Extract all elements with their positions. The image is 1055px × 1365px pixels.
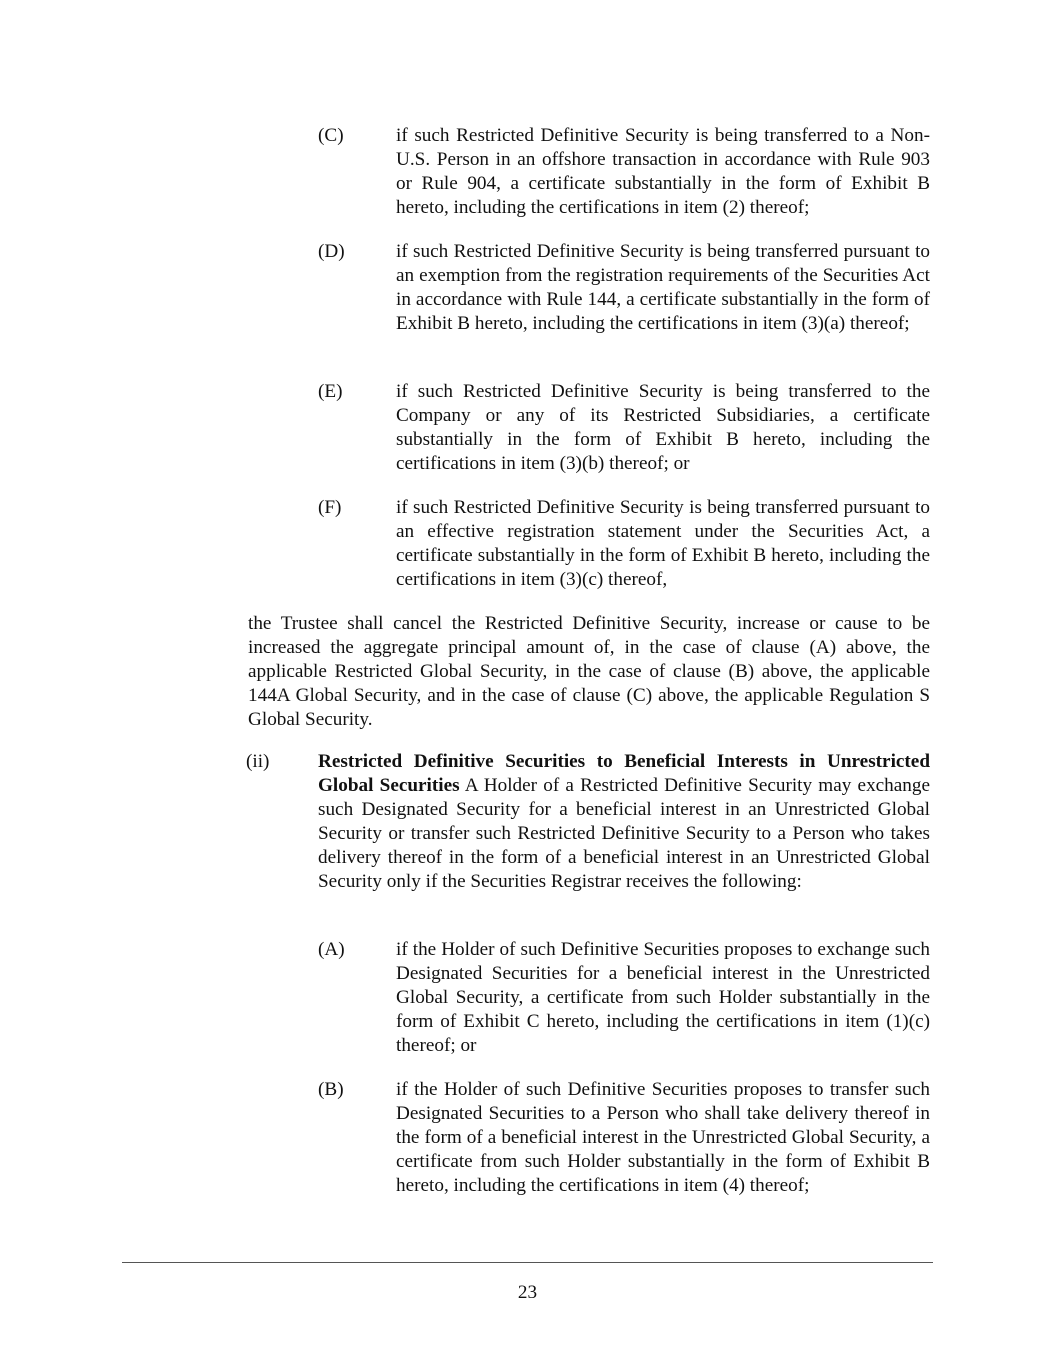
clause-text: if such Restricted Definitive Security is being transferred pursuant to an effective registration statement under the Securities Act, a certificate substantially in the form of Exhibit B hereto, including the certifications in item (3)(c) thereof, — [396, 497, 930, 590]
footer-rule — [122, 1262, 933, 1263]
section-body — [318, 750, 930, 894]
clause-label: (C) — [318, 125, 344, 146]
section-text: A Holder of a Restricted Definitive Security may exchange such Designated Security for a beneficial interest in an Unrestricted Global Security or transfer such Restricted Definitive Security to a Person who takes delivery thereof in the form of a beneficial interest in an Unrestricted Global Security only if the Securities Registrar receives the following: — [318, 775, 930, 892]
clause-label: (B) — [318, 1079, 344, 1100]
clause-label: (A) — [318, 939, 345, 960]
clause-label: (F) — [318, 497, 342, 518]
closing-paragraph: the Trustee shall cancel the Restricted Definitive Security, increase or cause to be increased the aggregate principal amount of, in the case of clause (A) above, the applicable Restricted Global Security, in the case of clause (B) above, the applicable 144A Global Security, and in the case of clause (C) above, the applicable Regulation S Global Security. — [248, 613, 930, 730]
clause-text: if such Restricted Definitive Security is being transferred to a Non-U.S. Person in an offshore transaction in accordance with Rule 903 or Rule 904, a certificate substantially in the form of Exhibit B hereto, including the certifications in item (2) thereof; — [396, 125, 930, 218]
clause-text: if such Restricted Definitive Security is being transferred pursuant to an exemption from the registration requirements of the Securities Act in accordance with Rule 144, a certificate substantially in the form of Exhibit B hereto, including the certifications in item (3)(a) thereof; — [396, 241, 930, 334]
clause-label: (D) — [318, 241, 345, 262]
clause-text: if the Holder of such Definitive Securities proposes to exchange such Designated Securities for a beneficial interest in the Unrestricted Global Security, a certificate from such Holder substantially in the form of Exhibit C hereto, including the certifications in item (1)(c) thereof; or — [396, 939, 930, 1056]
section-label: (ii) — [246, 751, 270, 772]
clause-label: (E) — [318, 381, 343, 402]
clause-text: if the Holder of such Definitive Securities proposes to transfer such Designated Securities to a Person who shall take delivery thereof in the form of a beneficial interest in the Unrestricted Global Security, a certificate from such Holder substantially in the form of Exhibit B hereto, including the certifications in item (4) thereof; — [396, 1079, 930, 1196]
page-number: 23 — [517, 1282, 538, 1303]
section-heading: Restricted Definitive Securities to Beneficial Interests in Unrestricted Global Securities — [318, 751, 930, 796]
clause-text: if such Restricted Definitive Security is being transferred to the Company or any of its Restricted Subsidiaries, a certificate substantially in the form of Exhibit B hereto, including the certifications in item (3)(b) thereof; or — [396, 381, 930, 474]
